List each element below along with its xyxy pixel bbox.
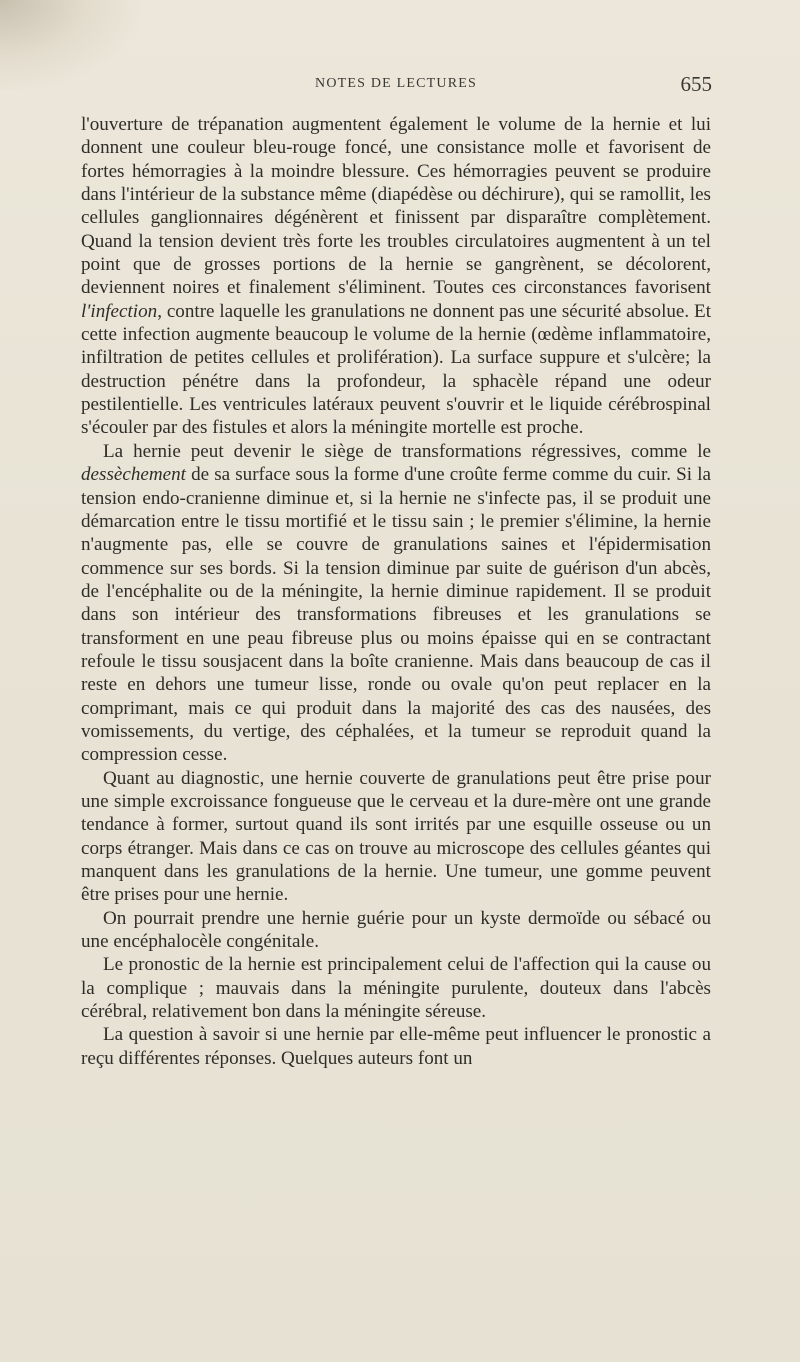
paragraph-1 xyxy=(81,113,711,440)
paragraph-5: Le pronostic de la hernie est principalement celui de l'affection qui la cause ou la complique ; mauvais dans la méningite purulente, douteux dans l'abcès cérébral, relativement bon dans la méningite séreuse. xyxy=(81,954,711,1023)
running-head: NOTES DE LECTURES xyxy=(315,76,477,91)
paragraph-2 xyxy=(81,440,711,767)
body-text xyxy=(81,113,711,1070)
page-header xyxy=(80,72,712,102)
paragraph-2-text: La hernie peut devenir le siège de transformations régressives, comme le xyxy=(103,440,711,462)
paragraph-4: On pourrait prendre une hernie guérie pour un kyste dermoïde ou sébacé ou une encéphalocèle congénitale. xyxy=(81,907,711,953)
emphasis-infection: l'infection xyxy=(81,300,158,322)
page-number: 655 xyxy=(680,72,712,96)
emphasis-dessechement: dessèchement xyxy=(81,464,186,486)
paragraph-1-text-cont: , contre laquelle les granulations ne donnent pas une sécurité absolue. Et cette infection augmente beaucoup le volume de la hernie (œdème inflammatoire, infiltration de petites cellules et prolifération). La surface suppure et s'ulcère; la destruction pénétre dans la profondeur, la sphacèle répand une odeur pestilentielle. Les ventricules latéraux peuvent s'ouvrir et le liquide cérébrospinal s'écouler par des fistules et alors la méningite mortelle est proche. xyxy=(81,300,711,439)
paragraph-6: La question à savoir si une hernie par elle-même peut influencer le pronostic a reçu différentes réponses. Quelques auteurs font un xyxy=(81,1024,711,1069)
paragraph-2-text-cont: de sa surface sous la forme d'une croûte ferme comme du cuir. Si la tension endo-cranienne diminue et, si la hernie ne s'infecte pas, il se produit une démarcation entre le tissu mortifié et le tissu sain ; le premier s'élimine, la hernie n'augmente pas, elle se couvre de granulations saines et l'épidermisation commence sur ses bords. Si la tension diminue par suite de guérison d'un abcès, de l'encéphalite ou de la méningite, la hernie diminue rapidement. Il se produit dans son intérieur des transformations fibreuses et les granulations se transforment en une peau fibreuse plus ou moins épaisse qui en se contractant refoule le tissu sousjacent dans la boîte cranienne. Mais dans beaucoup de cas il reste en dehors une tumeur lisse, ronde ou ovale qu'on peut replacer en la comprimant, mais ce qui produit dans la majorité des cas des nausées, des vomissements, du vertige, des céphalées, et la tumeur se reproduit quand la compression cesse. xyxy=(81,464,711,766)
paragraph-3: Quant au diagnostic, une hernie couverte de granulations peut être prise pour une simple excroissance fongueuse que le cerveau et la dure-mère ont une grande tendance à former, surtout quand ils sont irrités par une esquille osseuse ou un corps étranger. Mais dans ce cas on trouve au microscope des cellules géantes qui manquent dans les granulations de la hernie. Une tumeur, une gomme peuvent être prises pour une hernie. xyxy=(81,767,711,906)
paragraph-1-text: l'ouverture de trépanation augmentent également le volume de la hernie et lui donnent une couleur bleu-rouge foncé, une consistance molle et favorisent de fortes hémorragies à la moindre blessure. Ces hémorragies peuvent se produire dans l'intérieur de la substance même (diapédèse ou déchirure), qui se ramollit, les cellules ganglionnaires dégénèrent et finissent par disparaître complètement. Quand la tension devient très forte les troubles circulatoires augmentent à un tel point que de grosses portions de la hernie se gangrènent, se décolorent, deviennent noires et finalement s'éliminent. Toutes ces circonstances favorisent xyxy=(81,114,711,299)
